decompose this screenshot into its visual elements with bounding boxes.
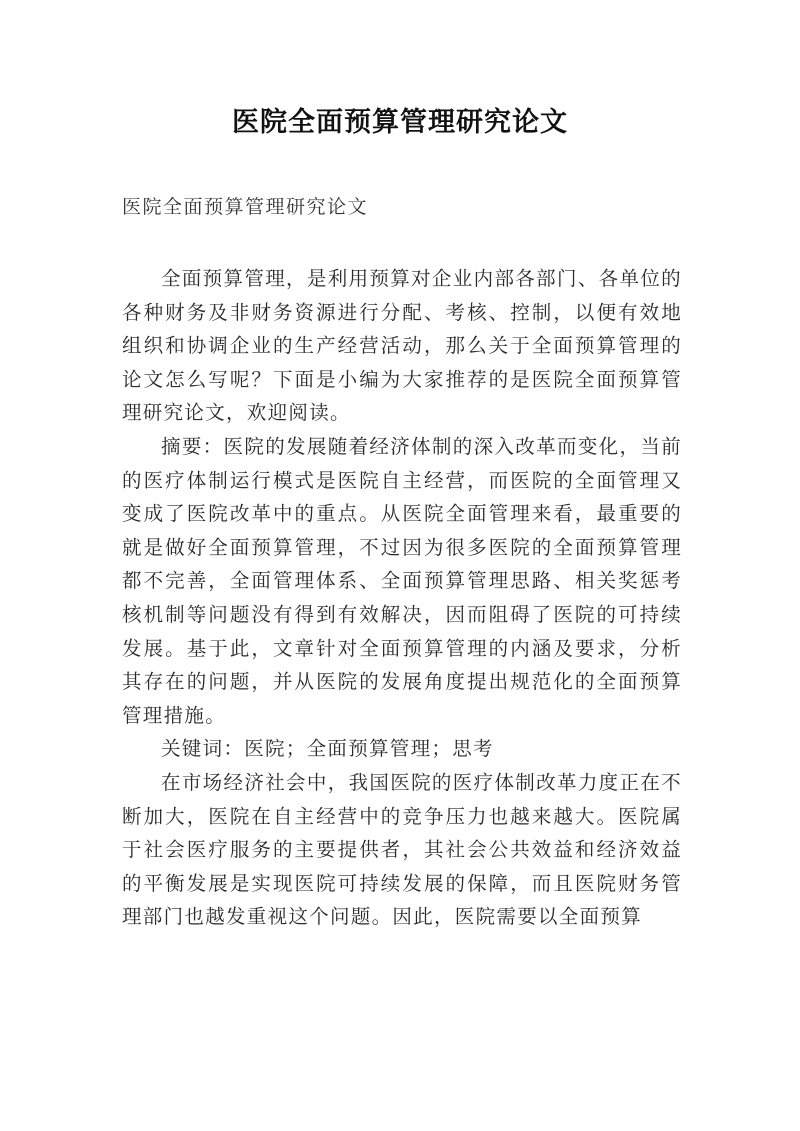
paragraph-intro: 全面预算管理，是利用预算对企业内部各部门、各单位的各种财务及非财务资源进行分配、考核、控制，以便有效地组织和协调企业的生产经营活动，那么关于全面预算管理的论文怎么写呢？下面是小编为大家推荐的是医院全面预算管理研究论文，欢迎阅读。 (122, 267, 682, 425)
paragraph-body: 在市场经济社会中，我国医院的医疗体制改革力度正在不断加大，医院在自主经营中的竞争压力也越来越大。医院属于社会医疗服务的主要提供者，其社会公共效益和经济效益的平衡发展是实现医院可持续发展的保障，而且医院财务管理部门也越发重视这个问题。因此，医院需要以全面预算 (122, 770, 682, 929)
document-body (122, 262, 682, 934)
paragraph-keywords: 关键词：医院；全面预算管理；思考 (161, 737, 494, 761)
paragraph-abstract: 摘要：医院的发展随着经济体制的深入改革而变化，当前的医疗体制运行模式是医院自主经营，而医院的全面管理又变成了医院改革中的重点。从医院全面管理来看，最重要的就是做好全面预算管理，不过因为很多医院的全面预算管理都不完善，全面管理体系、全面预算管理思路、相关奖惩考核机制等问题没有得到有效解决，因而阻碍了医院的可持续发展。基于此，文章针对全面预算管理的内涵及要求，分析其存在的问题，并从医院的发展角度提出规范化的全面预算管理措施。 (122, 434, 682, 727)
document-subtitle: 医院全面预算管理研究论文 (122, 196, 369, 218)
document-title: 医院全面预算管理研究论文 (232, 107, 568, 138)
